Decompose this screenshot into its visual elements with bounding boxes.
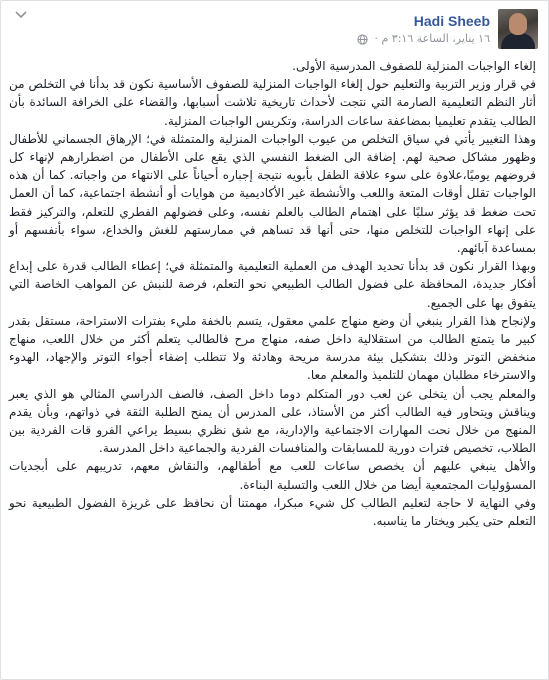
paragraph: والأهل ينبغي عليهم أن يخصص ساعات للعب مع أطفالهم، والنقاش معهم، تدريبهم على أبجديات المسؤوليات المجتمعية أيضا من خلال اللعب والتسلية البناءة. xyxy=(9,459,536,492)
author-name[interactable]: Hadi Sheeb xyxy=(413,13,490,29)
post-header xyxy=(11,9,538,53)
avatar-face xyxy=(509,13,527,35)
paragraph: والمعلم يجب أن يتخلى عن لعب دور المتكلم دوما داخل الصف، فالصف الدراسي المثالي هو الذي يعبر ويناقش ويتحاور فيه الطالب أكثر من الأستاذ، على المدرس أن يمنح الطلبة الثقة في ذواتهم، وبأن يقدم المنهج من خلال نحت المهارات الاجتماعية والإدارية، مع شق نظري بسيط يراعي الفرو قات الفردية بين الطلاب، تخصيص فترات دورية للمسابقات والمنافسات الفردية والجماعية داخل المدرسة. xyxy=(9,386,536,456)
paragraph: وفي النهاية لا حاجة لتعليم الطالب كل شيء مبكرا، مهمتنا أن نحافظ على غريزة الفضول الطبيعية نحو التعلم حتى يكبر ويختار ما يناسبه. xyxy=(9,495,536,529)
globe-icon[interactable] xyxy=(357,34,368,45)
paragraph: ولإنجاح هذا القرار ينبغي أن وضع منهاج علمي معقول، يتسم بالخفة مليء بفترات الاستراحة، مستقل بقدر كبير ما يتمتع الطالب من استقلالية داخل صفه، منهاج مرح فالطالب يتعلم أكثر من خلال اللعب، منهاج منخفض التوتر وذلك بتشكيل بيئة مدرسة مريحة وهادئة ولا تتطلب إضفاء أجواء التوتر والإجهاد، الهدوء والاسترخاء مطلبان مهمان للتلميذ والمعلم معا. xyxy=(9,313,536,383)
chevron-down-glyph xyxy=(15,11,27,19)
avatar[interactable] xyxy=(498,9,538,49)
post-text xyxy=(9,57,536,530)
chevron-down-icon[interactable] xyxy=(11,9,31,25)
avatar-suit xyxy=(501,33,535,49)
paragraph: وبهذا القرار نكون قد بدأنا تحديد الهدف من العملية التعليمية والمتمثلة في؛ إعطاء الطالب قدرة على إبداع أفكار جديدة، المحافظة على فضول الطالب الطبيعي نحو التعلم، فرصة للنبش عن المواهب الخاصة التي يتفوق بها على الجميع. xyxy=(9,259,536,310)
paragraph: في قرار وزير التربية والتعليم حول إلغاء الواجبات المنزلية للصفوف الأساسية نكون قد بدأنا في التخلص من أثار النظم التعليمية الصارمة التي نتجت لأحداث تاريخية تلاشت أسبابها، والقضاء على الخرافة السائدة بأن الطالب يتقدم تعليميا بمضاعفة ساعات الدراسة، وتكريس الواجبات المنزلية. xyxy=(9,77,536,128)
post-meta xyxy=(357,32,490,45)
post-timestamp[interactable]: ١٦ يناير، الساعة ٣:١٦ م xyxy=(381,32,490,45)
paragraph: إلغاء الواجبات المنزلية للصفوف المدرسية الأولى. xyxy=(292,59,536,73)
paragraph: وهذا التغيير يأتي في سياق التخلص من عيوب الواجبات المنزلية والمتمثلة في؛ الإرهاق الجسماني للأطفال وظهور مشاكل صحية لهم. إضافة الى الضغط النفسي الذي يقع على الأطفال من اضطرارهم لإنهاء كل فروضهم يوميًا،علاوة على سوء علاقة الطفل بأبويه نتيجة إجباره أحياناً على الانتهاء من واجباته. كما أن هذه الواجبات تقلل أوقات المتعة واللعب والأنشطة غير الأكاديمية من هوايات أو أنشطة اجتماعية، كما أن العمل تحت ضغط قد يؤثر سلبًا على اهتمام الطالب بالعلم نفسه، وعلى فضولهم الفطري للتعلم، والتركيز فقط على إنهاء الواجبات للتخلص منها، حتى أنها قد تساهم في ممارستهم للغش والخداع، سواء بأنفسهم أو بمساعدة آبائهم. xyxy=(9,131,536,256)
meta-separator: · xyxy=(374,32,378,45)
